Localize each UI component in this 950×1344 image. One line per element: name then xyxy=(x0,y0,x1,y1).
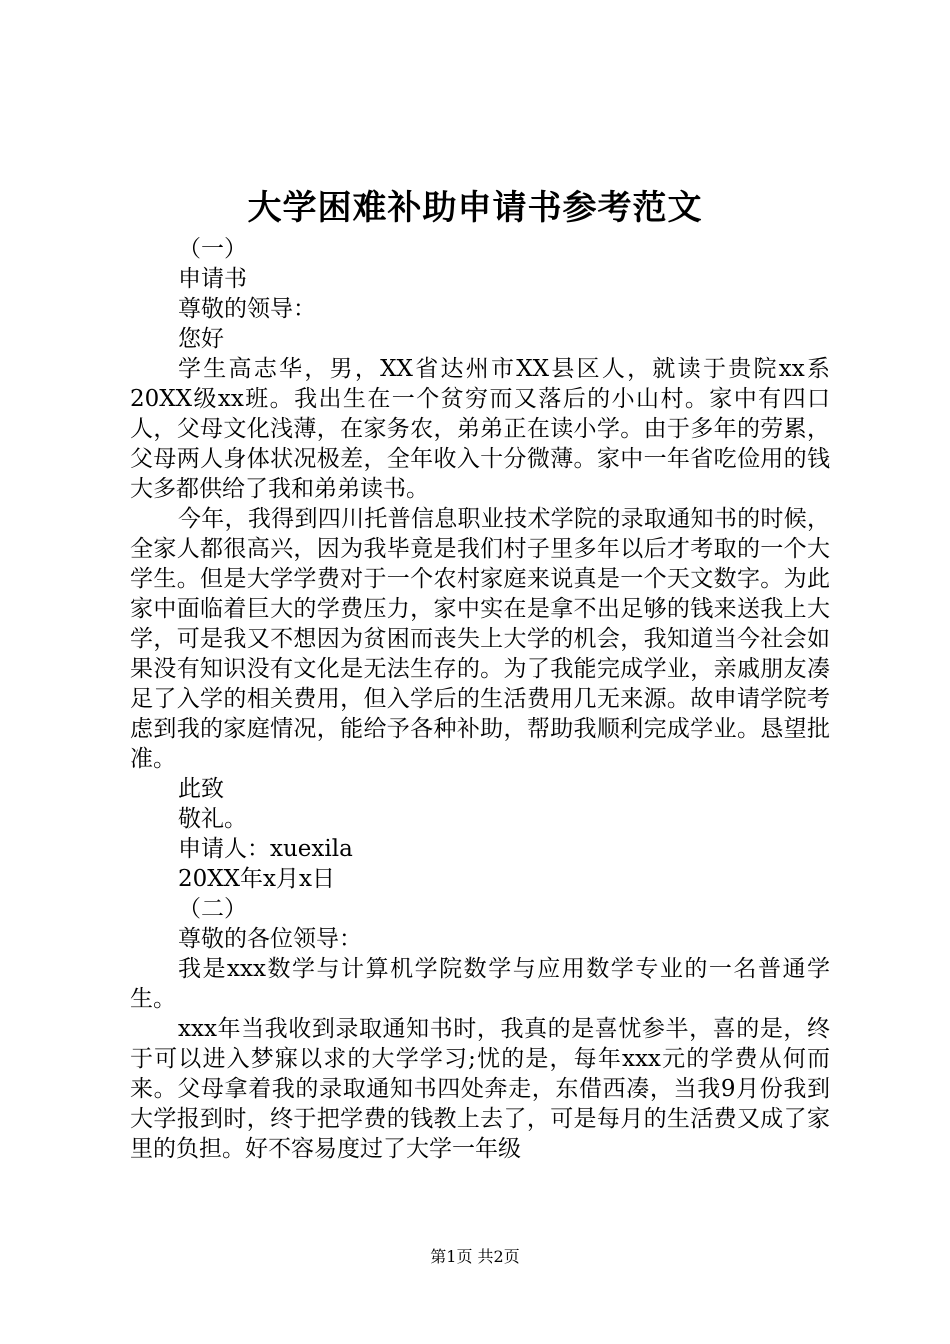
section-1-greeting: 您好 xyxy=(178,326,224,352)
section-1-label: （一） xyxy=(178,236,247,262)
section-2-paragraph-1: 我是xxx数学与计算机学院数学与应用数学专业的一名普通学生。 xyxy=(130,956,830,1012)
section-2-paragraph-2: xxx年当我收到录取通知书时，我真的是喜忧参半，喜的是，终于可以进入梦寐以求的大学学习;忧的是，每年xxx元的学费从何而来。父母拿着我的录取通知书四处奔走，东借西凑，当我9月份我到大学报到时，终于把学费的钱教上去了，可是每月的生活费又成了家里的负担。好不容易度过了大学一年级 xyxy=(130,1016,830,1162)
section-1-closing-1: 此致 xyxy=(178,776,224,802)
section-1-paragraph-2: 今年，我得到四川托普信息职业技术学院的录取通知书的时候，全家人都很高兴，因为我毕竟是我们村子里多年以后才考取的一个大学生。但是大学学费对于一个农村家庭来说真是一个天文数字。为此家中面临着巨大的学费压力，家中实在是拿不出足够的钱来送我上大学，可是我又不想因为贫困而丧失上大学的机会，我知道当今社会如果没有知识没有文化是无法生存的。为了我能完成学业，亲戚朋友凑足了入学的相关费用，但入学后的生活费用几无来源。故申请学院考虑到我的家庭情况，能给予各种补助，帮助我顺利完成学业。恳望批准。 xyxy=(130,506,830,772)
section-1-closing-2: 敬礼。 xyxy=(178,806,247,832)
document-body xyxy=(130,234,830,1164)
section-1-heading: 申请书 xyxy=(178,266,247,292)
section-2-label: （二） xyxy=(178,896,247,922)
page-footer: 第1页 共2页 xyxy=(430,1247,520,1266)
section-2-salutation: 尊敬的各位领导： xyxy=(178,926,362,952)
section-1-salutation: 尊敬的领导： xyxy=(178,296,316,322)
section-1-date: 20XX年x月x日 xyxy=(178,866,335,892)
section-1-paragraph-1: 学生高志华，男，XX省达州市XX县区人，就读于贵院xx系20XX级xx班。我出生在一个贫穷而又落后的小山村。家中有四口人，父母文化浅薄，在家务农，弟弟正在读小学。由于多年的劳累，父母两人身体状况极差，全年收入十分微薄。家中一年省吃俭用的钱大多都供给了我和弟弟读书。 xyxy=(130,356,830,502)
document-title: 大学困难补助申请书参考范文 xyxy=(247,188,703,228)
section-1-applicant: 申请人：xuexila xyxy=(178,836,353,862)
